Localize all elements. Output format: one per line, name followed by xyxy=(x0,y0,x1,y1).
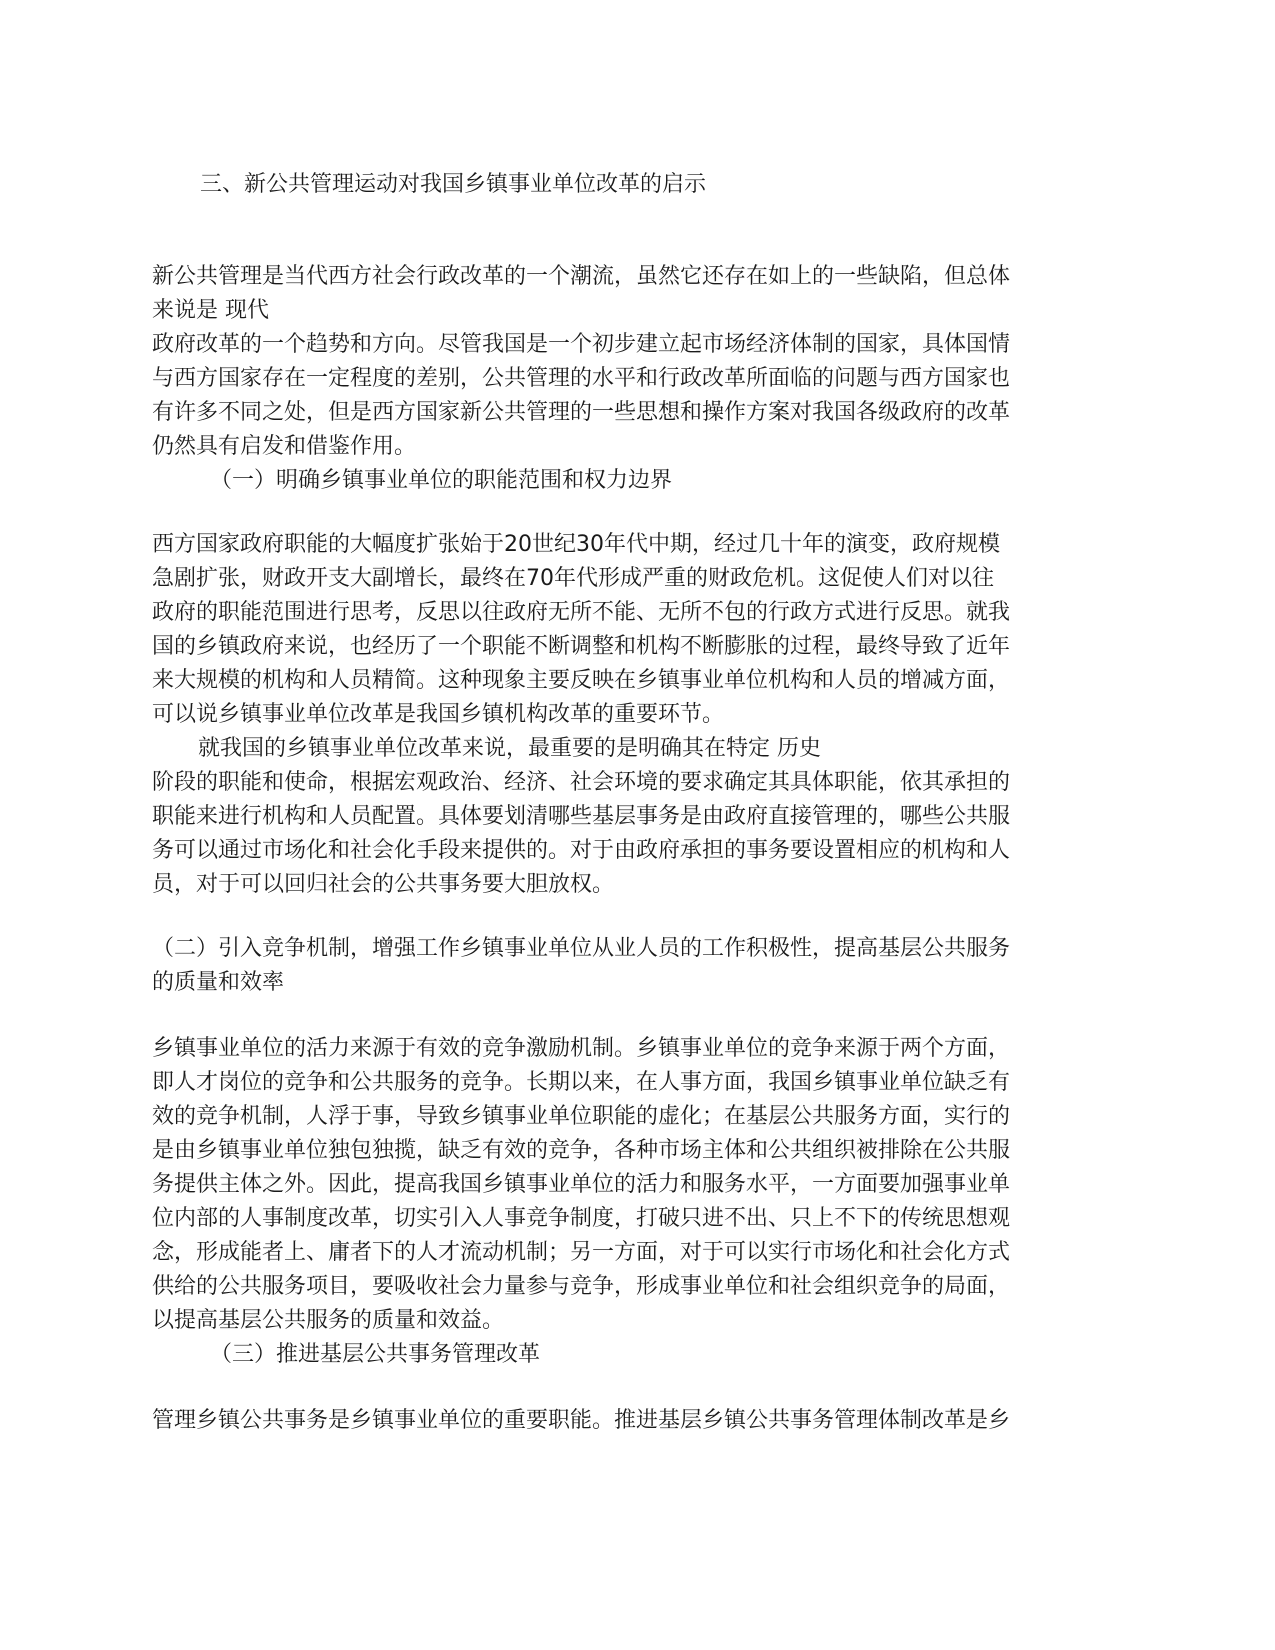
paragraph-line: 国的乡镇政府来说，也经历了一个职能不断调整和机构不断膨胀的过程，最终导致了近年 xyxy=(152,634,1011,659)
paragraph-line: 来大规模的机构和人员精简。这种现象主要反映在乡镇事业单位机构和人员的增减方面， xyxy=(152,668,1011,693)
paragraph-line: 来说是 现代 xyxy=(152,298,269,323)
paragraph-line: 职能来进行机构和人员配置。具体要划清哪些基层事务是由政府直接管理的，哪些公共服 xyxy=(152,804,1011,829)
paragraph-line: 即人才岗位的竞争和公共服务的竞争。长期以来，在人事方面，我国乡镇事业单位缺乏有 xyxy=(152,1070,1011,1095)
paragraph-line: 阶段的职能和使命，根据宏观政治、经济、社会环境的要求确定其具体职能，依其承担的 xyxy=(152,770,1011,795)
subsection-heading-1: （一）明确乡镇事业单位的职能范围和权力边界 xyxy=(210,468,673,493)
paragraph-line: 政府的职能范围进行思考，反思以往政府无所不能、无所不包的行政方式进行反思。就我 xyxy=(152,600,1011,625)
section-heading: 三、新公共管理运动对我国乡镇事业单位改革的启示 xyxy=(200,172,707,197)
paragraph-line: 西方国家政府职能的大幅度扩张始于20世纪30年代中期，经过几十年的演变，政府规模 xyxy=(152,532,1000,557)
paragraph-line: 位内部的人事制度改革，切实引入人事竞争制度，打破只进不出、只上不下的传统思想观 xyxy=(152,1206,1011,1231)
paragraph-line: 务提供主体之外。因此，提高我国乡镇事业单位的活力和服务水平，一方面要加强事业单 xyxy=(152,1172,1011,1197)
paragraph-line: 急剧扩张，财政开支大副增长，最终在70年代形成严重的财政危机。这促使人们对以往 xyxy=(152,566,994,591)
paragraph-line: 供给的公共服务项目，要吸收社会力量参与竞争，形成事业单位和社会组织竞争的局面， xyxy=(152,1274,1011,1299)
paragraph-line: 以提高基层公共服务的质量和效益。 xyxy=(152,1308,505,1333)
paragraph-line: 仍然具有启发和借鉴作用。 xyxy=(152,434,417,459)
subsection-heading-2: （二）引入竞争机制，增强工作乡镇事业单位从业人员的工作积极性，提高基层公共服务 xyxy=(152,936,1011,961)
paragraph-line: 管理乡镇公共事务是乡镇事业单位的重要职能。推进基层乡镇公共事务管理体制改革是乡 xyxy=(152,1408,1011,1433)
subsection-heading-2-cont: 的质量和效率 xyxy=(152,970,285,995)
paragraph-line: 就我国的乡镇事业单位改革来说，最重要的是明确其在特定 历史 xyxy=(198,736,821,761)
paragraph-line: 政府改革的一个趋势和方向。尽管我国是一个初步建立起市场经济体制的国家，具体国情 xyxy=(152,332,1011,357)
paragraph-line: 可以说乡镇事业单位改革是我国乡镇机构改革的重要环节。 xyxy=(152,702,725,727)
paragraph-line: 乡镇事业单位的活力来源于有效的竞争激励机制。乡镇事业单位的竞争来源于两个方面， xyxy=(152,1036,1011,1061)
paragraph-line: 有许多不同之处，但是西方国家新公共管理的一些思想和操作方案对我国各级政府的改革 xyxy=(152,400,1011,425)
paragraph-line: 效的竞争机制，人浮于事，导致乡镇事业单位职能的虚化；在基层公共服务方面，实行的 xyxy=(152,1104,1011,1129)
paragraph-line: 是由乡镇事业单位独包独揽，缺乏有效的竞争，各种市场主体和公共组织被排除在公共服 xyxy=(152,1138,1011,1163)
paragraph-line: 念，形成能者上、庸者下的人才流动机制；另一方面，对于可以实行市场化和社会化方式 xyxy=(152,1240,1011,1265)
paragraph-line: 与西方国家存在一定程度的差别，公共管理的水平和行政改革所面临的问题与西方国家也 xyxy=(152,366,1011,391)
subsection-heading-3: （三）推进基层公共事务管理改革 xyxy=(210,1342,541,1367)
paragraph-line: 务可以通过市场化和社会化手段来提供的。对于由政府承担的事务要设置相应的机构和人 xyxy=(152,838,1011,863)
paragraph-line: 员，对于可以回归社会的公共事务要大胆放权。 xyxy=(152,872,615,897)
paragraph-line: 新公共管理是当代西方社会行政改革的一个潮流，虽然它还存在如上的一些缺陷，但总体 xyxy=(152,264,1011,289)
